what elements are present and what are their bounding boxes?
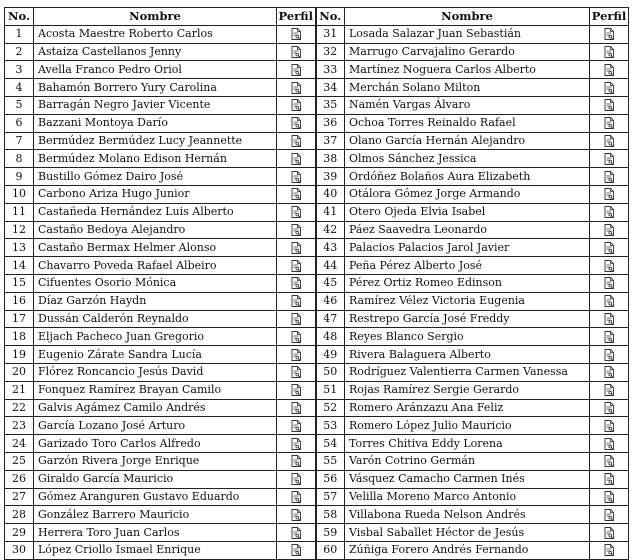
candidate-name: Pérez Ortiz Romeo Edinson <box>345 274 590 292</box>
header-nombre-right: Nombre <box>345 8 590 26</box>
document-search-icon[interactable] <box>604 509 614 521</box>
candidate-name: Peña Pérez Alberto José <box>345 257 590 275</box>
candidate-name: Carbono Ariza Hugo Junior <box>34 185 277 203</box>
profile-cell[interactable] <box>590 524 629 542</box>
table-row <box>5 452 629 470</box>
profile-cell[interactable] <box>590 506 629 524</box>
candidate-name: Otálora Gómez Jorge Armando <box>345 185 590 203</box>
header-no-left: No. <box>5 8 34 26</box>
document-search-icon[interactable] <box>604 260 614 272</box>
profile-cell[interactable] <box>590 185 629 203</box>
row-number: 10 <box>5 185 34 203</box>
document-search-icon[interactable] <box>291 527 301 539</box>
row-number: 16 <box>5 292 34 310</box>
candidate-name: Galvis Agámez Camilo Andrés <box>34 399 277 417</box>
table-row <box>5 132 629 150</box>
document-search-icon[interactable] <box>291 188 301 200</box>
document-search-icon[interactable] <box>291 224 301 236</box>
row-number: 41 <box>316 203 345 221</box>
candidate-name: López Criollo Ismael Enrique <box>34 541 277 559</box>
table-row <box>5 257 629 275</box>
profile-cell[interactable] <box>277 292 316 310</box>
candidate-name: Ordóñez Bolaños Aura Elizabeth <box>345 168 590 186</box>
row-number: 30 <box>5 541 34 559</box>
row-number: 42 <box>316 221 345 239</box>
candidate-name: Acosta Maestre Roberto Carlos <box>34 25 277 43</box>
document-search-icon[interactable] <box>604 64 614 76</box>
document-search-icon[interactable] <box>604 420 614 432</box>
document-search-icon[interactable] <box>291 509 301 521</box>
candidate-name: Eljach Pacheco Juan Gregorio <box>34 328 277 346</box>
document-search-icon[interactable] <box>604 28 614 40</box>
document-search-icon[interactable] <box>604 455 614 467</box>
row-number: 22 <box>5 399 34 417</box>
document-search-icon[interactable] <box>291 384 301 396</box>
table-row <box>5 435 629 453</box>
row-number: 27 <box>5 488 34 506</box>
candidate-name: Visbal Saballet Héctor de Jesús <box>345 524 590 542</box>
row-number: 53 <box>316 417 345 435</box>
table-row <box>5 292 629 310</box>
document-search-icon[interactable] <box>291 544 301 556</box>
row-number: 46 <box>316 292 345 310</box>
table-row <box>5 346 629 364</box>
table-row <box>5 96 629 114</box>
profile-cell[interactable] <box>277 203 316 221</box>
profile-cell[interactable] <box>590 488 629 506</box>
candidate-name: Eugenio Zárate Sandra Lucía <box>34 346 277 364</box>
profile-cell[interactable] <box>277 541 316 559</box>
candidate-name: Vásquez Camacho Carmen Inés <box>345 470 590 488</box>
table-row <box>5 43 629 61</box>
candidate-name: Zúñiga Forero Andrés Fernando <box>345 541 590 559</box>
profile-cell[interactable] <box>277 25 316 43</box>
profile-cell[interactable] <box>277 310 316 328</box>
document-search-icon[interactable] <box>291 438 301 450</box>
table-row <box>5 399 629 417</box>
candidate-name: Garizado Toro Carlos Alfredo <box>34 435 277 453</box>
profile-cell[interactable] <box>277 168 316 186</box>
profile-cell[interactable] <box>277 346 316 364</box>
row-number: 13 <box>5 239 34 257</box>
table-row <box>5 25 629 43</box>
row-number: 60 <box>316 541 345 559</box>
candidate-name: Ramírez Vélez Victoria Eugenia <box>345 292 590 310</box>
document-search-icon[interactable] <box>604 402 614 414</box>
profile-cell[interactable] <box>590 435 629 453</box>
row-number: 38 <box>316 150 345 168</box>
profile-cell[interactable] <box>590 292 629 310</box>
candidate-name: Romero Aránzazu Ana Feliz <box>345 399 590 417</box>
row-number: 7 <box>5 132 34 150</box>
candidate-name: Velilla Moreno Marco Antonio <box>345 488 590 506</box>
document-search-icon[interactable] <box>291 491 301 503</box>
document-search-icon[interactable] <box>604 171 614 183</box>
row-number: 31 <box>316 25 345 43</box>
document-search-icon[interactable] <box>291 206 301 218</box>
table-row <box>5 488 629 506</box>
table-header-row <box>5 8 629 26</box>
document-search-icon[interactable] <box>291 242 301 254</box>
document-search-icon[interactable] <box>291 277 301 289</box>
candidate-name: Páez Saavedra Leonardo <box>345 221 590 239</box>
profile-cell[interactable] <box>590 79 629 97</box>
row-number: 37 <box>316 132 345 150</box>
profile-cell[interactable] <box>590 150 629 168</box>
row-number: 54 <box>316 435 345 453</box>
document-search-icon[interactable] <box>291 99 301 111</box>
row-number: 40 <box>316 185 345 203</box>
table-row <box>5 203 629 221</box>
profile-cell[interactable] <box>590 274 629 292</box>
candidate-name: Olano García Hernán Alejandro <box>345 132 590 150</box>
row-number: 2 <box>5 43 34 61</box>
document-search-icon[interactable] <box>604 117 614 129</box>
candidate-name: Herrera Toro Juan Carlos <box>34 524 277 542</box>
document-search-icon[interactable] <box>604 135 614 147</box>
candidate-name: Bermúdez Bermúdez Lucy Jeannette <box>34 132 277 150</box>
row-number: 11 <box>5 203 34 221</box>
candidate-name: Losada Salazar Juan Sebastián <box>345 25 590 43</box>
candidates-table <box>4 7 629 560</box>
profile-cell[interactable] <box>277 328 316 346</box>
document-search-icon[interactable] <box>291 28 301 40</box>
document-search-icon[interactable] <box>604 313 614 325</box>
document-search-icon[interactable] <box>291 420 301 432</box>
table-row <box>5 310 629 328</box>
row-number: 55 <box>316 452 345 470</box>
candidate-name: Namén Vargas Álvaro <box>345 96 590 114</box>
row-number: 15 <box>5 274 34 292</box>
row-number: 33 <box>316 61 345 79</box>
row-number: 5 <box>5 96 34 114</box>
document-search-icon[interactable] <box>291 117 301 129</box>
document-search-icon[interactable] <box>291 455 301 467</box>
profile-cell[interactable] <box>590 452 629 470</box>
candidate-name: García Lozano José Arturo <box>34 417 277 435</box>
document-search-icon[interactable] <box>291 313 301 325</box>
document-search-icon[interactable] <box>604 277 614 289</box>
profile-cell[interactable] <box>277 452 316 470</box>
table-row <box>5 114 629 132</box>
table-row <box>5 185 629 203</box>
table-body <box>5 25 629 559</box>
document-search-icon[interactable] <box>604 438 614 450</box>
profile-cell[interactable] <box>590 417 629 435</box>
table-row <box>5 381 629 399</box>
candidate-name: Flórez Roncancio Jesús David <box>34 363 277 381</box>
profile-cell[interactable] <box>590 114 629 132</box>
document-search-icon[interactable] <box>604 295 614 307</box>
candidate-name: Reyes Blanco Sergio <box>345 328 590 346</box>
profile-cell[interactable] <box>590 381 629 399</box>
candidate-name: Gómez Aranguren Gustavo Eduardo <box>34 488 277 506</box>
row-number: 19 <box>5 346 34 364</box>
row-number: 32 <box>316 43 345 61</box>
row-number: 29 <box>5 524 34 542</box>
document-search-icon[interactable] <box>604 99 614 111</box>
document-search-icon[interactable] <box>291 135 301 147</box>
profile-cell[interactable] <box>277 399 316 417</box>
profile-cell[interactable] <box>590 541 629 559</box>
row-number: 12 <box>5 221 34 239</box>
document-search-icon[interactable] <box>604 473 614 485</box>
row-number: 34 <box>316 79 345 97</box>
document-search-icon[interactable] <box>604 46 614 58</box>
candidate-name: Barragán Negro Javier Vicente <box>34 96 277 114</box>
row-number: 43 <box>316 239 345 257</box>
row-number: 57 <box>316 488 345 506</box>
profile-cell[interactable] <box>590 470 629 488</box>
profile-cell[interactable] <box>590 203 629 221</box>
header-perfil-right: Perfil <box>590 8 629 26</box>
document-search-icon[interactable] <box>291 153 301 165</box>
profile-cell[interactable] <box>590 43 629 61</box>
row-number: 45 <box>316 274 345 292</box>
header-perfil-left: Perfil <box>277 8 316 26</box>
row-number: 20 <box>5 363 34 381</box>
candidate-name: Bermúdez Molano Edison Hernán <box>34 150 277 168</box>
row-number: 52 <box>316 399 345 417</box>
profile-cell[interactable] <box>277 435 316 453</box>
document-search-icon[interactable] <box>604 188 614 200</box>
candidate-name: Merchán Solano Milton <box>345 79 590 97</box>
document-search-icon[interactable] <box>604 349 614 361</box>
row-number: 9 <box>5 168 34 186</box>
row-number: 56 <box>316 470 345 488</box>
row-number: 48 <box>316 328 345 346</box>
table-row <box>5 150 629 168</box>
candidate-name: Bazzani Montoya Darío <box>34 114 277 132</box>
profile-cell[interactable] <box>277 363 316 381</box>
candidate-name: Rivera Balaguera Alberto <box>345 346 590 364</box>
table-row <box>5 221 629 239</box>
document-search-icon[interactable] <box>291 349 301 361</box>
profile-cell[interactable] <box>277 417 316 435</box>
table-row <box>5 417 629 435</box>
profile-cell[interactable] <box>590 363 629 381</box>
profile-cell[interactable] <box>277 257 316 275</box>
candidate-name: Castañeda Hernández Luis Alberto <box>34 203 277 221</box>
row-number: 47 <box>316 310 345 328</box>
candidate-name: Cifuentes Osorio Mónica <box>34 274 277 292</box>
row-number: 4 <box>5 79 34 97</box>
document-search-icon[interactable] <box>604 366 614 378</box>
candidate-name: Romero López Julio Mauricio <box>345 417 590 435</box>
profile-cell[interactable] <box>277 150 316 168</box>
profile-cell[interactable] <box>277 96 316 114</box>
row-number: 23 <box>5 417 34 435</box>
candidate-name: Villabona Rueda Nelson Andrés <box>345 506 590 524</box>
row-number: 50 <box>316 363 345 381</box>
document-search-icon[interactable] <box>604 384 614 396</box>
document-search-icon[interactable] <box>604 82 614 94</box>
profile-cell[interactable] <box>277 132 316 150</box>
candidate-name: Rodríguez Valentierra Carmen Vanessa <box>345 363 590 381</box>
table-row <box>5 274 629 292</box>
table-row <box>5 506 629 524</box>
candidate-name: Avella Franco Pedro Oriol <box>34 61 277 79</box>
profile-cell[interactable] <box>590 132 629 150</box>
row-number: 59 <box>316 524 345 542</box>
header-no-right: No. <box>316 8 345 26</box>
profile-cell[interactable] <box>590 399 629 417</box>
candidate-name: Castaño Bedoya Alejandro <box>34 221 277 239</box>
row-number: 44 <box>316 257 345 275</box>
row-number: 25 <box>5 452 34 470</box>
profile-cell[interactable] <box>590 61 629 79</box>
candidate-name: Dussán Calderón Reynaldo <box>34 310 277 328</box>
candidates-table-container <box>4 7 629 560</box>
table-row <box>5 541 629 559</box>
document-search-icon[interactable] <box>604 491 614 503</box>
document-search-icon[interactable] <box>291 260 301 272</box>
table-row <box>5 168 629 186</box>
row-number: 24 <box>5 435 34 453</box>
row-number: 35 <box>316 96 345 114</box>
candidate-name: Díaz Garzón Haydn <box>34 292 277 310</box>
row-number: 58 <box>316 506 345 524</box>
document-search-icon[interactable] <box>291 402 301 414</box>
profile-cell[interactable] <box>590 221 629 239</box>
profile-cell[interactable] <box>277 61 316 79</box>
candidate-name: Bustillo Gómez Dairo José <box>34 168 277 186</box>
table-row <box>5 79 629 97</box>
candidate-name: Fonquez Ramírez Brayan Camilo <box>34 381 277 399</box>
profile-cell[interactable] <box>277 381 316 399</box>
row-number: 36 <box>316 114 345 132</box>
document-search-icon[interactable] <box>604 224 614 236</box>
table-row <box>5 61 629 79</box>
profile-cell[interactable] <box>590 257 629 275</box>
document-search-icon[interactable] <box>604 206 614 218</box>
row-number: 18 <box>5 328 34 346</box>
candidate-name: Marrugo Carvajalino Gerardo <box>345 43 590 61</box>
profile-cell[interactable] <box>590 168 629 186</box>
profile-cell[interactable] <box>277 488 316 506</box>
profile-cell[interactable] <box>277 524 316 542</box>
candidate-name: Giraldo García Mauricio <box>34 470 277 488</box>
table-row <box>5 363 629 381</box>
candidate-name: Varón Cotrino Germán <box>345 452 590 470</box>
row-number: 6 <box>5 114 34 132</box>
candidate-name: Martínez Noguera Carlos Alberto <box>345 61 590 79</box>
row-number: 21 <box>5 381 34 399</box>
row-number: 28 <box>5 506 34 524</box>
table-row <box>5 328 629 346</box>
candidate-name: Chavarro Poveda Rafael Albeiro <box>34 257 277 275</box>
profile-cell[interactable] <box>277 114 316 132</box>
document-search-icon[interactable] <box>604 153 614 165</box>
row-number: 1 <box>5 25 34 43</box>
profile-cell[interactable] <box>277 79 316 97</box>
table-row <box>5 470 629 488</box>
table-row <box>5 524 629 542</box>
profile-cell[interactable] <box>277 43 316 61</box>
profile-cell[interactable] <box>277 470 316 488</box>
row-number: 3 <box>5 61 34 79</box>
candidate-name: Torres Chitiva Eddy Lorena <box>345 435 590 453</box>
candidate-name: Rojas Ramírez Sergie Gerardo <box>345 381 590 399</box>
row-number: 26 <box>5 470 34 488</box>
document-search-icon[interactable] <box>604 331 614 343</box>
document-search-icon[interactable] <box>604 544 614 556</box>
candidate-name: Olmos Sánchez Jessica <box>345 150 590 168</box>
profile-cell[interactable] <box>590 328 629 346</box>
candidate-name: Restrepo García José Freddy <box>345 310 590 328</box>
document-search-icon[interactable] <box>604 242 614 254</box>
row-number: 39 <box>316 168 345 186</box>
profile-cell[interactable] <box>277 185 316 203</box>
document-search-icon[interactable] <box>291 82 301 94</box>
profile-cell[interactable] <box>590 25 629 43</box>
document-search-icon[interactable] <box>291 295 301 307</box>
table-row <box>5 239 629 257</box>
row-number: 17 <box>5 310 34 328</box>
profile-cell[interactable] <box>590 96 629 114</box>
document-search-icon[interactable] <box>291 473 301 485</box>
candidate-name: Garzón Rivera Jorge Enrique <box>34 452 277 470</box>
profile-cell[interactable] <box>277 221 316 239</box>
document-search-icon[interactable] <box>604 527 614 539</box>
document-search-icon[interactable] <box>291 64 301 76</box>
row-number: 49 <box>316 346 345 364</box>
document-search-icon[interactable] <box>291 331 301 343</box>
candidate-name: Castaño Bermax Helmer Alonso <box>34 239 277 257</box>
profile-cell[interactable] <box>590 239 629 257</box>
document-search-icon[interactable] <box>291 46 301 58</box>
profile-cell[interactable] <box>277 239 316 257</box>
row-number: 51 <box>316 381 345 399</box>
candidate-name: Palacios Palacios Jarol Javier <box>345 239 590 257</box>
profile-cell[interactable] <box>277 506 316 524</box>
row-number: 8 <box>5 150 34 168</box>
header-nombre-left: Nombre <box>34 8 277 26</box>
candidate-name: Astaiza Castellanos Jenny <box>34 43 277 61</box>
document-search-icon[interactable] <box>291 366 301 378</box>
row-number: 14 <box>5 257 34 275</box>
candidate-name: Ochoa Torres Reinaldo Rafael <box>345 114 590 132</box>
profile-cell[interactable] <box>590 310 629 328</box>
candidate-name: Otero Ojeda Elvia Isabel <box>345 203 590 221</box>
profile-cell[interactable] <box>277 274 316 292</box>
profile-cell[interactable] <box>590 346 629 364</box>
candidate-name: González Barrero Mauricio <box>34 506 277 524</box>
document-search-icon[interactable] <box>291 171 301 183</box>
candidate-name: Bahamón Borrero Yury Carolina <box>34 79 277 97</box>
